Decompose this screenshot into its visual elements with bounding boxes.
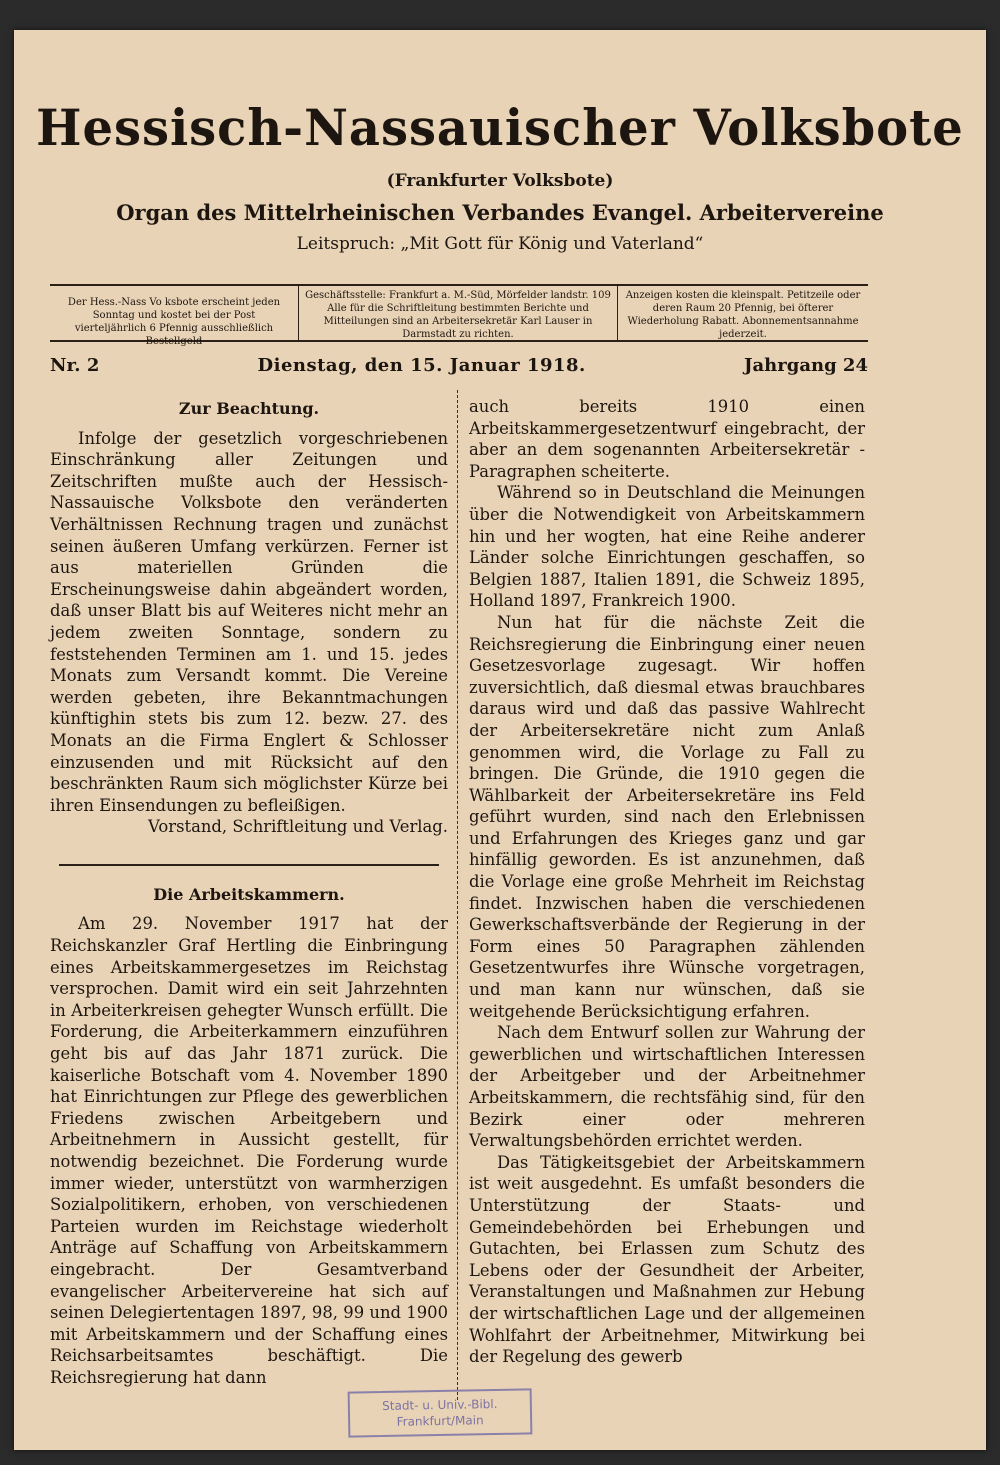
dateline [50,350,868,380]
office-info: Geschäftsstelle: Frankfurt a. M.-Süd, Mörfelder landstr. 109 Alle für die Schriftleitung bestimmten Berichte und Mitteilungen sind an Arbeitersekretär Karl Lauser in Darmstadt zu richten. [298,286,618,340]
stamp-line: Stadt- u. Univ.-Bibl. [382,1396,498,1414]
article-heading-notice: Zur Beachtung. [178,399,320,418]
motto-line: Leitspruch: „Mit Gott für König und Vaterland“ [296,234,704,254]
issue-number: Nr. 2 [50,354,100,376]
info-box [50,284,868,347]
section-divider [59,864,439,866]
left-column [50,396,448,1389]
issue-date: Dienstag, den 15. Januar 1918. [257,354,586,376]
newspaper-subtitle: (Frankfurter Volksbote) [386,171,614,191]
library-stamp [348,1388,533,1437]
advertising-info: Anzeigen kosten die kleinspalt. Petitzeile oder deren Raum 20 Pfennig, bei öfterer Wiederholung Rabatt. Abonnementsannahme jederzeit. [625,290,861,340]
stamp-line: Frankfurt/Main [396,1413,484,1429]
column-divider [457,390,458,1400]
paragraph: Nach dem Entwurf sollen zur Wahrung der gewerblichen und wirtschaftlichen Interessen der Arbeitgeber und der Arbeitnehmer Arbeitskammern, die rechtsfähig sind, für den Bezirk einer oder mehreren Verwaltungsbehörden errichtet werden. [469,1023,865,1151]
volume-number: Jahrgang 24 [743,354,868,376]
organ-line: Organ des Mittelrheinischen Verbandes Evangel. Arbeitervereine [116,200,884,225]
article-heading-labour-chambers: Die Arbeitskammern. [153,884,345,904]
article-body-notice: Infolge der gesetzlich vorgeschriebenen Einschränkung aller Zeitungen und Zeitschriften mußte auch der Hessisch-Nassauische Volksbote den veränderten Verhältnissen Rechnung tragen und zunächst seinen äußeren Umfang verkürzen. Ferner ist aus materiellen Gründen die Erscheinungsweise dahin abgeändert worden, daß unser Blatt bis auf Weiteres nicht mehr an jedem zweiten Sonntage, sondern zu feststehenden Terminen am 1. und 15. jedes Monats zum Versandt kommt. Die Vereine werden gebeten, ihre Bekanntmachungen künftighin stets bis zum 12. bezw. 27. des Monats an die Firma Englert & Schlosser einzusenden und mit Rücksicht auf den beschränkten Raum sich möglichster Kürze bei ihren Einsendungen zu befleißigen. [50,428,448,815]
subscription-info: Der Hess.-Nass Vo ksbote erscheint jeden Sonntag und kostet bei der Post vierteljährlich 6 Pfennig ausschließlich Bestellgeld [67,297,281,347]
paragraph: Nun hat für die nächste Zeit die Reichsregierung die Einbringung einer neuen Gesetzesvorlage zugesagt. Wir hoffen zuversichtlich, daß diesmal etwas brauchbares daraus wird und daß das passive Wahlrecht der Arbeitersekretäre nicht zum Anlaß genommen wird, die Vorlage zu Fall zu bringen. Die Gründe, die 1910 gegen die Wählbarkeit der Arbeitersekretäre ins Feld geführt wurden, sind nach den Erlebnissen und Erfahrungen des Krieges ganz und gar hinfällig geworden. Es ist anzunehmen, daß die Vorlage eine große Mehrheit im Reichstag findet. Inzwischen haben die verschiedenen Gewerkschaftsverbände der Regierung in der Form eines 50 Paragraphen zählenden Gesetzentwurfes ihre Wünsche vorgetragen, und man kann nur wünschen, daß sie weitgehende Berücksichtigung erfahren. [469,612,865,1021]
paragraph: Während so in Deutschland die Meinungen über die Notwendigkeit von Arbeitskammern hin und her wogten, hat eine Reihe anderer Länder solche Einrichtungen geschaffen, so Belgien 1887, Italien 1891, die Schweiz 1895, Holland 1897, Frankreich 1900. [469,483,865,611]
paragraph: Das Tätigkeitsgebiet der Arbeitskammern ist weit ausgedehnt. Es umfaßt besonders die Unterstützung der Staats- und Gemeindebehörden bei Erhebungen und Gutachten, bei Erlassen zum Schutz des Lebens oder der Gesundheit der Arbeiter, Veranstaltungen und Maßnahmen zur Hebung der wirtschaftlichen Lage und der allgemeinen Wohlfahrt der Arbeitnehmer, Mitwirkung bei der Regelung des gewerb [469,1152,865,1367]
newspaper-page [14,30,986,1450]
masthead [14,96,986,256]
newspaper-title: Hessisch-Nassauischer Volksbote [36,98,964,157]
right-column [469,396,865,1368]
article-signature: Vorstand, Schriftleitung und Verlag. [148,817,448,837]
article-body-labour-chambers: Am 29. November 1917 hat der Reichskanzler Graf Hertling die Einbringung eines Arbeitskammergesetzes im Reichstag versprochen. Damit wird ein seit Jahrzehnten in Arbeiterkreisen gehegter Wunsch erfüllt. Die Forderung, die Arbeiterkammern einzuführen geht bis auf das Jahr 1871 zurück. Die kaiserliche Botschaft vom 4. November 1890 hat Einrichtungen zur Pflege des gewerblichen Friedens zwischen Arbeitgebern und Arbeitnehmern in Aussicht gestellt, für notwendig bezeichnet. Die Forderung wurde immer wieder, unterstützt von warmherzigen Sozialpolitikern, erhoben, von verschiedenen Parteien wurden im Reichstage wiederholt Anträge auf Schaffung von Arbeitskammern eingebracht. Der Gesamtverband evangelischer Arbeitervereine hat sich auf seinen Delegiertentagen 1897, 98, 99 und 1900 mit Arbeitskammern und der Schaffung eines Reichsarbeitsamtes beschäftigt. Die Reichsregierung hat dann [50,914,448,1387]
paragraph: auch bereits 1910 einen Arbeitskammergesetzentwurf eingebracht, der aber an dem sogenannten Arbeitersekretär - Paragraphen scheiterte. [469,397,865,481]
